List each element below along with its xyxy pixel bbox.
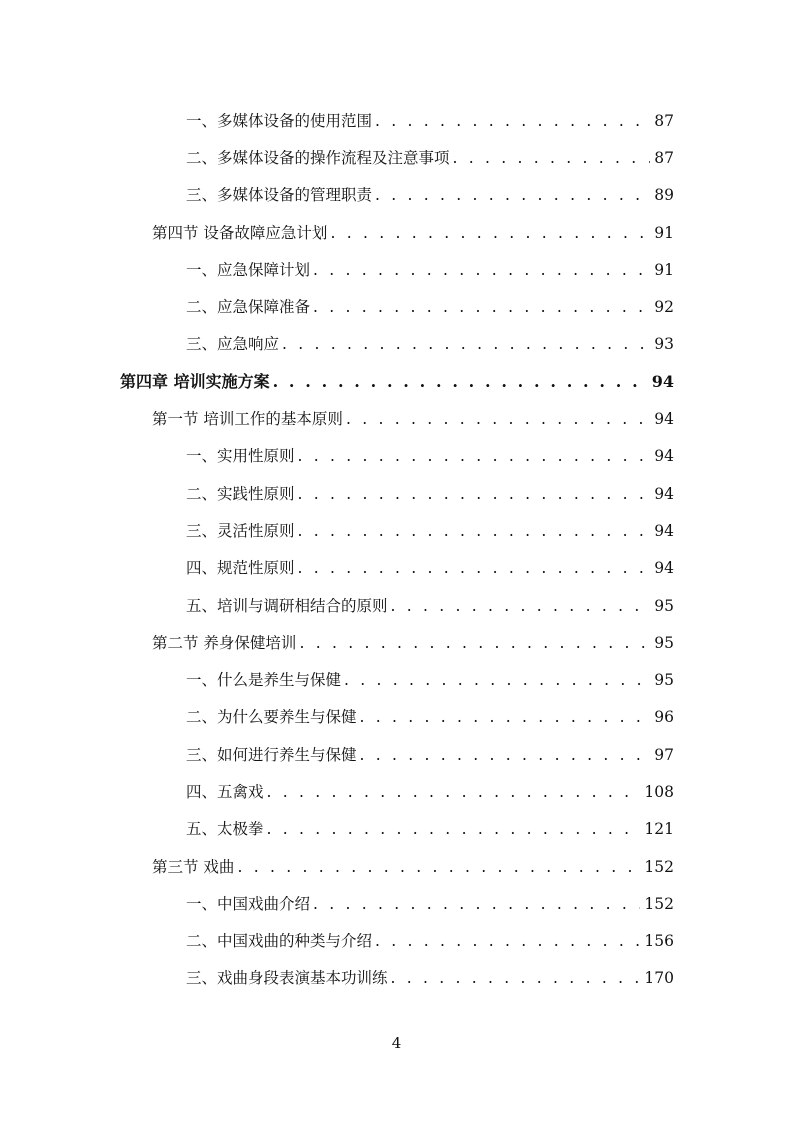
dot-leader [273,372,648,391]
dot-leader [375,112,650,130]
dot-leader [375,932,640,950]
toc-entry[interactable] [0,549,793,586]
toc-entry-title: 三、应急响应 [186,335,280,354]
toc-section-entry[interactable] [0,399,793,436]
toc-entry-page: 95 [654,633,674,652]
toc-entry-title: 一、应急保障计划 [186,260,311,279]
toc-entry-title: 一、多媒体设备的使用范围 [186,111,373,130]
toc-entry[interactable] [0,474,793,511]
dot-leader [391,597,651,615]
toc-section-entry[interactable] [0,213,793,250]
dot-leader [375,186,650,204]
toc-entry[interactable] [0,959,793,996]
dot-leader [298,559,651,577]
toc-section-entry[interactable] [0,623,793,660]
toc-entry-page: 91 [654,223,674,242]
toc-entry-page: 152 [644,894,674,913]
dot-leader [313,895,640,913]
toc-entry-title: 二、多媒体设备的操作流程及注意事项 [186,148,450,167]
toc-entry[interactable] [0,511,793,548]
dot-leader [267,820,641,838]
toc-entry-title: 第三节 戏曲 [152,857,235,876]
dot-leader [453,149,651,167]
dot-leader [360,708,651,726]
toc-entry-page: 94 [654,447,674,466]
toc-entry[interactable] [0,287,793,324]
dot-leader [391,969,641,987]
toc-entry-page: 94 [654,410,674,429]
toc-entry[interactable] [0,138,793,175]
toc-entry[interactable] [0,325,793,362]
toc-entry-title: 第四节 设备故障应急计划 [152,223,328,242]
toc-entry[interactable] [0,922,793,959]
toc-entry-page: 91 [654,260,674,279]
toc-entry-title: 第二节 养身保健培训 [152,633,297,652]
toc-entry-title: 四、五禽戏 [186,782,264,801]
toc-entry-title: 一、中国戏曲介绍 [186,894,311,913]
toc-entry-title: 三、戏曲身段表演基本功训练 [186,969,388,988]
toc-entry-page: 95 [654,596,674,615]
dot-leader [299,634,650,652]
toc-entry-title: 第四章 培训实施方案 [120,372,270,392]
toc-entry-title: 四、规范性原则 [186,559,295,578]
toc-entry-page: 95 [654,671,674,690]
toc-entry-page: 94 [654,484,674,503]
toc-entry-title: 二、为什么要养生与保健 [186,708,357,727]
toc-entry-page: 108 [644,782,674,801]
toc-entry[interactable] [0,660,793,697]
toc-entry[interactable] [0,884,793,921]
toc-entry-title: 一、什么是养生与保健 [186,671,342,690]
dot-leader [298,522,651,540]
toc-entry-page: 170 [644,969,674,988]
toc-entry-page: 94 [651,372,674,392]
dot-leader [267,783,641,801]
toc-entry-page: 94 [654,521,674,540]
toc-entry-page: 87 [654,111,674,130]
toc-entry[interactable] [0,810,793,847]
toc-entry-page: 121 [644,820,674,839]
toc-entry-title: 三、灵活性原则 [186,521,295,540]
dot-leader [282,335,650,353]
dot-leader [298,485,651,503]
dot-leader [298,447,651,465]
toc-entry[interactable] [0,101,793,138]
table-of-contents [0,101,793,996]
toc-entry-title: 五、太极拳 [186,820,264,839]
toc-entry-page: 152 [644,857,674,876]
toc-entry-title: 第一节 培训工作的基本原则 [152,410,343,429]
dot-leader [344,671,650,689]
toc-entry[interactable] [0,772,793,809]
toc-entry-page: 87 [654,148,674,167]
toc-entry-page: 89 [654,186,674,205]
toc-entry[interactable] [0,437,793,474]
toc-entry[interactable] [0,586,793,623]
toc-entry-title: 二、应急保障准备 [186,298,311,317]
dot-leader [360,746,651,764]
toc-entry-page: 93 [654,335,674,354]
toc-entry-page: 97 [654,745,674,764]
toc-entry-title: 一、实用性原则 [186,447,295,466]
dot-leader [237,858,640,876]
toc-entry-title: 二、实践性原则 [186,484,295,503]
dot-leader [313,261,650,279]
dot-leader [330,224,650,242]
toc-entry[interactable] [0,250,793,287]
toc-entry[interactable] [0,698,793,735]
toc-entry-page: 94 [654,559,674,578]
toc-section-entry[interactable] [0,847,793,884]
toc-chapter-entry[interactable] [0,362,793,399]
toc-entry-title: 二、中国戏曲的种类与介绍 [186,932,373,951]
toc-entry-title: 三、如何进行养生与保健 [186,745,357,764]
toc-entry-page: 96 [654,708,674,727]
page-number: 4 [391,1034,402,1052]
toc-entry-page: 92 [654,298,674,317]
toc-entry-page: 156 [644,932,674,951]
toc-entry-title: 五、培训与调研相结合的原则 [186,596,388,615]
toc-entry-title: 三、多媒体设备的管理职责 [186,186,373,205]
dot-leader [313,298,650,316]
dot-leader [346,410,650,428]
toc-entry[interactable] [0,735,793,772]
toc-entry[interactable] [0,176,793,213]
